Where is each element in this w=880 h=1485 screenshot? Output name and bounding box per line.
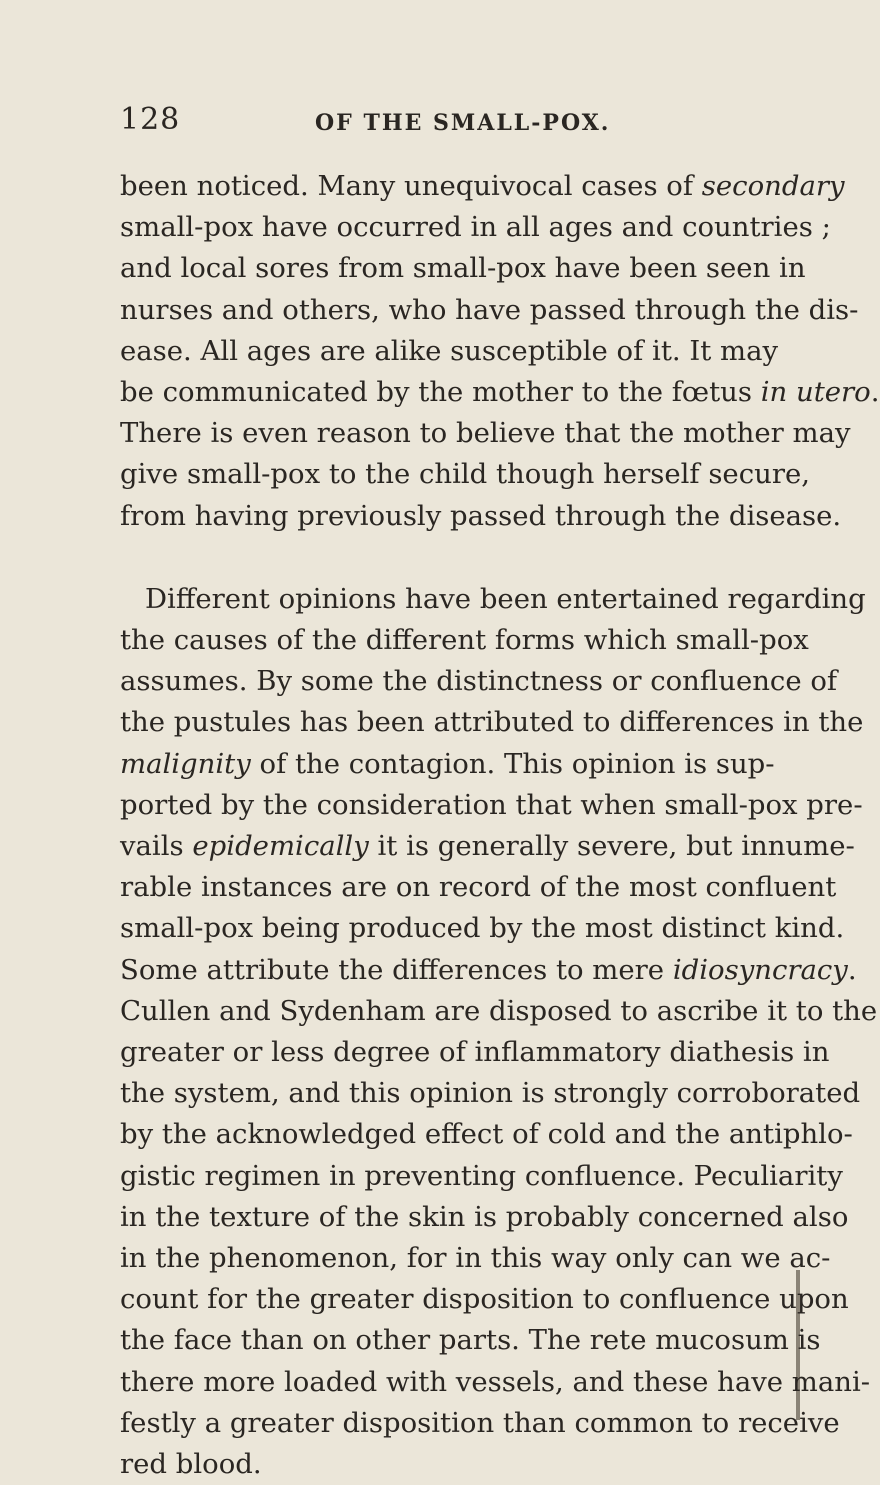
italic-text: malignity	[120, 747, 251, 780]
text-run: count for the greater disposition to confluence upon	[120, 1283, 849, 1316]
text-run: the system, and this opinion is strongly corroborated	[120, 1077, 861, 1110]
text-run: There is even reason to believe that the mother may	[120, 417, 851, 450]
text-run: there more loaded with vessels, and these have mani-	[120, 1365, 871, 1398]
text-run: Cullen and Sydenham are disposed to ascribe it to the	[120, 994, 878, 1027]
text-run: of the contagion. This opinion is sup-	[250, 747, 775, 780]
text-run: ported by the consideration that when small-pox pre-	[120, 788, 863, 821]
text-line	[120, 454, 810, 495]
running-head: OF THE SMALL-POX.	[315, 110, 611, 136]
text-run: small-pox being produced by the most distinct kind.	[120, 912, 845, 945]
text-run: the face than on other parts. The rete mucosum is	[120, 1324, 821, 1357]
text-run: greater or less degree of inflammatory diathesis in	[120, 1036, 830, 1069]
text-run: from having previously passed through the disease.	[120, 499, 842, 532]
text-run: it is generally severe, but innume-	[368, 830, 855, 863]
text-run: .	[847, 953, 857, 986]
italic-text: secondary	[701, 170, 845, 202]
text-line	[120, 661, 838, 702]
text-line	[120, 1197, 849, 1238]
text-line	[120, 991, 878, 1032]
text-run: in the texture of the skin is probably concerned also	[120, 1200, 849, 1233]
text-run: in the phenomenon, for in this way only can we ac-	[120, 1242, 831, 1275]
paragraph	[120, 166, 880, 537]
paragraph-gap	[120, 537, 760, 579]
text-line	[120, 950, 857, 991]
text-line	[120, 413, 851, 454]
text-run: the causes of the different forms which small-pox	[120, 624, 809, 657]
text-run: .	[870, 376, 880, 409]
text-line	[120, 372, 880, 413]
text-line	[120, 867, 837, 908]
text-line	[120, 207, 831, 248]
text-run: gistic regimen in preventing confluence. Peculiarity	[120, 1159, 843, 1192]
text-line	[120, 166, 845, 207]
text-run: the pustules has been attributed to differences in the	[120, 706, 864, 739]
text-line	[120, 702, 864, 743]
text-run: by the acknowledged effect of cold and the antiphlo-	[120, 1118, 853, 1151]
text-run: red blood.	[120, 1448, 262, 1481]
text-run: Different opinions have been entertained regarding	[145, 582, 866, 615]
text-line	[120, 579, 866, 620]
text-run: rable instances are on record of the most confluent	[120, 871, 837, 904]
text-run: ease. All ages are alike susceptible of it. It may	[120, 334, 779, 367]
text-line	[120, 908, 845, 949]
text-run: nurses and others, who have passed through the dis-	[120, 293, 859, 326]
italic-text: idiosyncracy	[672, 953, 848, 986]
page-header	[120, 100, 760, 140]
italic-text: epidemically	[192, 830, 369, 863]
text-run: be communicated by the mother to the fœtus	[120, 376, 761, 409]
text-line	[120, 1114, 853, 1155]
text-run: Some attribute the differences to mere	[120, 953, 673, 986]
text-line	[120, 1073, 861, 1114]
paragraph	[120, 579, 878, 1485]
text-line	[120, 826, 855, 867]
text-run: assumes. By some the distinctness or confluence of	[120, 665, 838, 698]
page-number: 128	[120, 102, 181, 137]
text-line	[120, 1444, 760, 1485]
text-run: give small-pox to the child though herself secure,	[120, 458, 810, 491]
text-line	[120, 248, 806, 289]
text-line	[120, 1362, 871, 1403]
text-line	[120, 1279, 849, 1320]
text-run: festly a greater disposition than common to receive	[120, 1406, 840, 1439]
text-run: and local sores from small-pox have been seen in	[120, 252, 806, 285]
italic-text: in utero	[760, 376, 871, 409]
text-line	[120, 1032, 830, 1073]
text-line	[120, 331, 779, 372]
body-text	[120, 166, 880, 1485]
text-run: been noticed. Many unequivocal cases of	[120, 170, 702, 202]
text-line	[120, 290, 859, 331]
text-line	[120, 1403, 840, 1444]
text-run: small-pox have occurred in all ages and countries ;	[120, 211, 831, 244]
text-line	[120, 1238, 831, 1279]
text-line	[120, 1320, 821, 1361]
text-line	[120, 1156, 843, 1197]
text-line	[120, 620, 809, 661]
text-run: vails	[120, 830, 193, 863]
text-line	[120, 496, 842, 537]
text-line	[120, 785, 863, 826]
text-line	[120, 744, 775, 785]
